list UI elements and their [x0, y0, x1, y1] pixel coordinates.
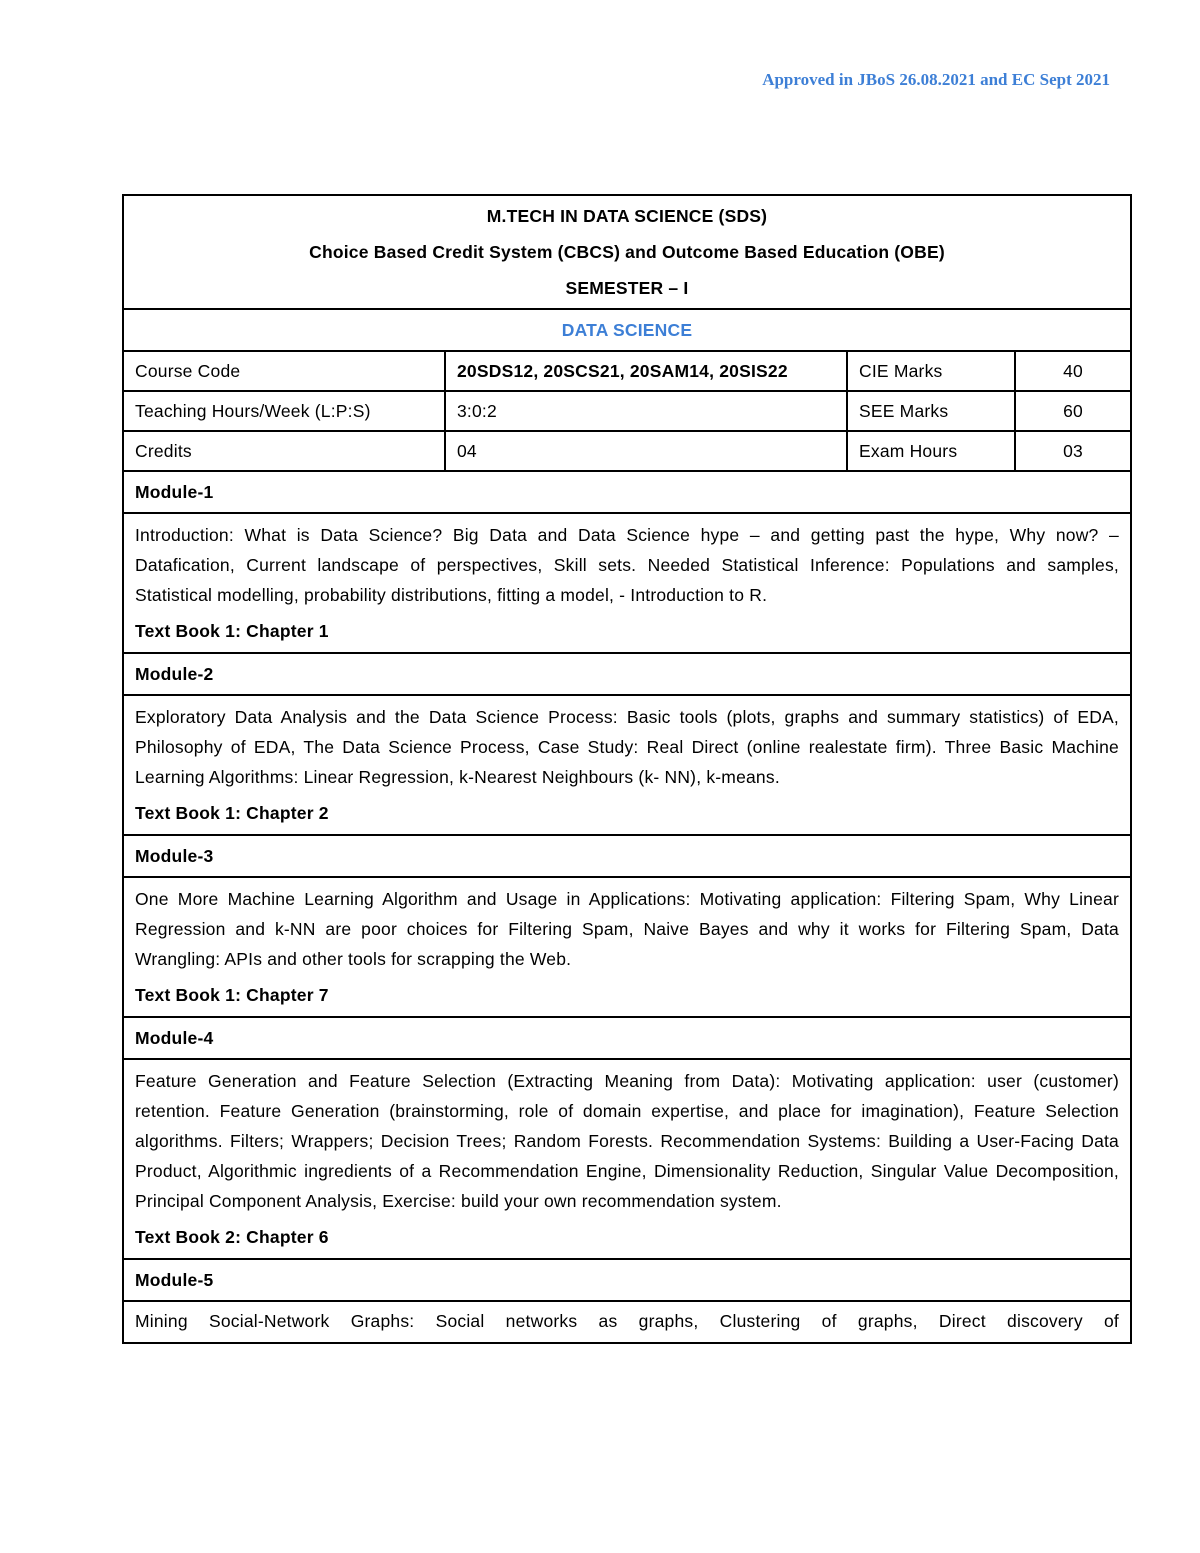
module-2-textbook: Text Book 1: Chapter 2	[135, 803, 329, 823]
module-title-row	[123, 835, 1131, 877]
program-title: M.TECH IN DATA SCIENCE (SDS)	[486, 206, 768, 226]
exam-hours-value: 03	[1015, 431, 1131, 471]
course-code-label: Course Code	[123, 351, 445, 391]
subject-title: DATA SCIENCE	[123, 309, 1131, 351]
course-info-row	[123, 431, 1131, 471]
module-content-row	[123, 695, 1131, 835]
system-title: Choice Based Credit System (CBCS) and Outcome Based Education (OBE)	[309, 242, 945, 262]
subject-row	[123, 309, 1131, 351]
teaching-hours-value: 3:0:2	[445, 391, 847, 431]
module-title-row	[123, 471, 1131, 513]
module-4-textbook: Text Book 2: Chapter 6	[135, 1227, 329, 1247]
course-info-row	[123, 351, 1131, 391]
semester-title: SEMESTER – I	[565, 278, 689, 298]
cie-marks-value: 40	[1015, 351, 1131, 391]
module-4-title: Module-4	[123, 1017, 1131, 1059]
module-2-content	[123, 695, 1131, 835]
header-cell	[123, 195, 1131, 309]
see-marks-value: 60	[1015, 391, 1131, 431]
module-3-title: Module-3	[123, 835, 1131, 877]
approval-note: Approved in JBoS 26.08.2021 and EC Sept 2021	[762, 70, 1110, 89]
module-content-row	[123, 1301, 1131, 1343]
credits-value: 04	[445, 431, 847, 471]
see-marks-label: SEE Marks	[847, 391, 1015, 431]
module-1-title: Module-1	[123, 471, 1131, 513]
module-5-content	[123, 1301, 1131, 1343]
module-1-textbook: Text Book 1: Chapter 1	[135, 621, 329, 641]
module-5-description: Mining Social-Network Graphs: Social networks as graphs, Clustering of graphs, Direct discovery of	[135, 1311, 1119, 1331]
module-2-description: Exploratory Data Analysis and the Data Science Process: Basic tools (plots, graphs and summary statistics) of EDA, Philosophy of EDA, The Data Science Process, Case Study: Real Direct (online realestate firm). Three Basic Machine Learning Algorithms: Linear Regression, k-Nearest Neighbours (k- NN), k-means.	[135, 707, 1119, 787]
module-3-textbook: Text Book 1: Chapter 7	[135, 985, 329, 1005]
module-1-description: Introduction: What is Data Science? Big Data and Data Science hype – and getting past the hype, Why now? – Datafication, Current landscape of perspectives, Skill sets. Needed Statistical Inference: Populations and samples, Statistical modelling, probability distributions, fitting a model, - Introduction to R.	[135, 525, 1119, 605]
module-3-content	[123, 877, 1131, 1017]
module-5-title: Module-5	[123, 1259, 1131, 1301]
module-title-row	[123, 653, 1131, 695]
module-title-row	[123, 1259, 1131, 1301]
exam-hours-label: Exam Hours	[847, 431, 1015, 471]
module-3-description: One More Machine Learning Algorithm and Usage in Applications: Motivating application: Filtering Spam, Why Linear Regression and k-NN are poor choices for Filtering Spam, Naive Bayes and why it works for Filtering Spam, Data Wrangling: APIs and other tools for scrapping the Web.	[135, 889, 1119, 969]
module-content-row	[123, 877, 1131, 1017]
module-title-row	[123, 1017, 1131, 1059]
teaching-hours-label: Teaching Hours/Week (L:P:S)	[123, 391, 445, 431]
syllabus-table	[122, 194, 1132, 1344]
credits-label: Credits	[123, 431, 445, 471]
module-content-row	[123, 513, 1131, 653]
course-code-value: 20SDS12, 20SCS21, 20SAM14, 20SIS22	[445, 351, 847, 391]
course-info-row	[123, 391, 1131, 431]
cie-marks-label: CIE Marks	[847, 351, 1015, 391]
header-row	[123, 195, 1131, 309]
module-4-content	[123, 1059, 1131, 1259]
module-2-title: Module-2	[123, 653, 1131, 695]
module-content-row	[123, 1059, 1131, 1259]
module-4-description: Feature Generation and Feature Selection (Extracting Meaning from Data): Motivating application: user (customer) retention. Feature Generation (brainstorming, role of domain expertise, and place for imagination), Feature Selection algorithms. Filters; Wrappers; Decision Trees; Random Forests. Recommendation Systems: Building a User-Facing Data Product, Algorithmic ingredients of a Recommendation Engine, Dimensionality Reduction, Singular Value Decomposition, Principal Component Analysis, Exercise: build your own recommendation system.	[135, 1071, 1119, 1211]
module-1-content	[123, 513, 1131, 653]
